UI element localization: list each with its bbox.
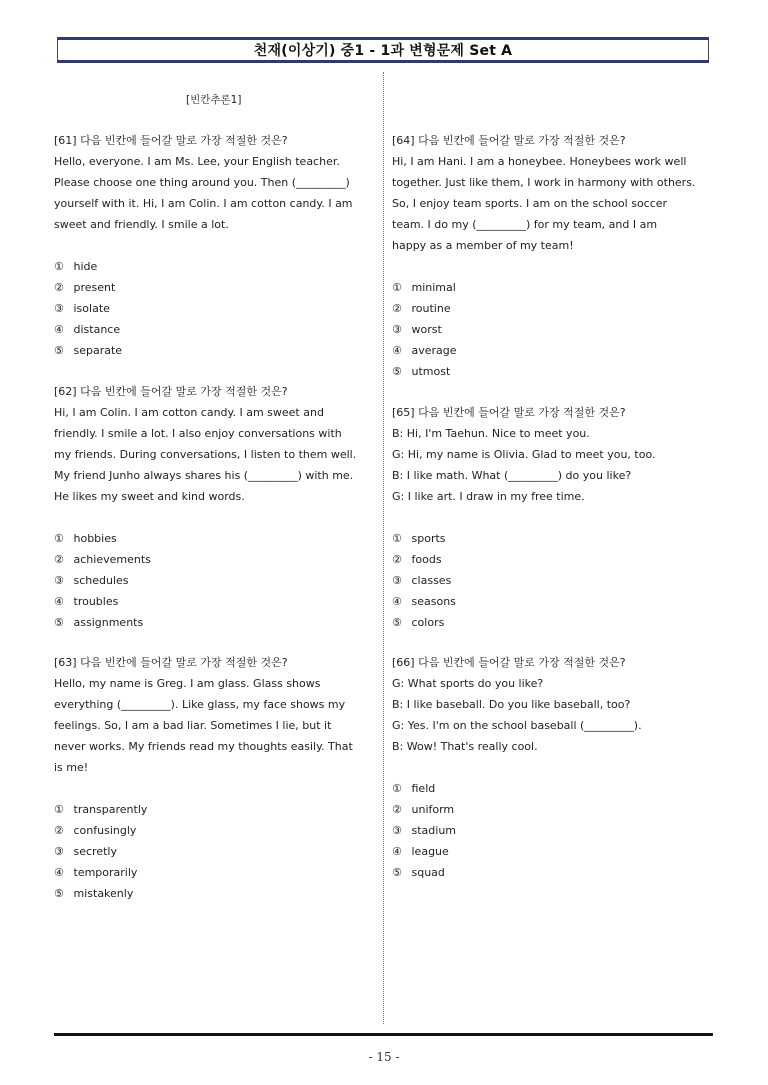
passage-line: B: Wow! That's really cool.: [392, 740, 538, 753]
choice-item: ② confusingly: [54, 824, 137, 837]
passage-line: B: I like baseball. Do you like baseball, too?: [392, 698, 631, 711]
passage-line: happy as a member of my team!: [392, 239, 574, 252]
choice-list: [392, 277, 714, 382]
choice-item: ⑤ separate: [54, 344, 123, 357]
passage-line: team. I do my (_________) for my team, and I am: [392, 218, 658, 231]
choice-item: ② routine: [392, 302, 451, 315]
passage-line: Hello, everyone. I am Ms. Lee, your English teacher.: [54, 155, 340, 168]
question-passage: [54, 151, 376, 235]
question-prompt: [63] 다음 빈칸에 들어갈 말로 가장 적절한 것은?: [54, 656, 288, 669]
passage-line: He likes my sweet and kind words.: [54, 490, 245, 503]
passage-line: G: Yes. I'm on the school baseball (_________).: [392, 719, 642, 732]
question-62: [54, 381, 376, 633]
passage-line: never works. My friends read my thoughts easily. That: [54, 740, 353, 753]
question-prompt: [62] 다음 빈칸에 들어갈 말로 가장 적절한 것은?: [54, 385, 288, 398]
passage-line: B: I like math. What (_________) do you like?: [392, 469, 632, 482]
question-65: [392, 402, 714, 633]
choice-item: ① hobbies: [54, 532, 117, 545]
passage-line: Please choose one thing around you. Then (_________): [54, 176, 350, 189]
choice-item: ⑤ utmost: [392, 365, 451, 378]
choice-item: ③ stadium: [392, 824, 457, 837]
passage-line: sweet and friendly. I smile a lot.: [54, 218, 229, 231]
passage-line: Hi, I am Hani. I am a honeybee. Honeybees work well: [392, 155, 687, 168]
choice-list: [54, 256, 376, 361]
choice-item: ③ isolate: [54, 302, 110, 315]
choice-item: ② achievements: [54, 553, 151, 566]
choice-item: ③ schedules: [54, 574, 129, 587]
passage-line: my friends. During conversations, I listen to them well.: [54, 448, 357, 461]
passage-line: G: What sports do you like?: [392, 677, 544, 690]
choice-item: ① transparently: [54, 803, 148, 816]
question-prompt: [61] 다음 빈칸에 들어갈 말로 가장 적절한 것은?: [54, 134, 288, 147]
question-passage: [392, 151, 714, 256]
choice-item: ⑤ assignments: [54, 616, 144, 629]
choice-item: ⑤ colors: [392, 616, 445, 629]
page-number: - 15 -: [368, 1050, 400, 1064]
question-prompt: [66] 다음 빈칸에 들어갈 말로 가장 적절한 것은?: [392, 656, 626, 669]
question-passage: [392, 423, 714, 507]
question-passage: [392, 673, 714, 757]
choice-item: ④ seasons: [392, 595, 456, 608]
page-title: 천재(이상기) 중1 - 1과 변형문제 Set A: [253, 43, 513, 59]
question-63: [54, 652, 376, 904]
choice-item: ④ temporarily: [54, 866, 138, 879]
choice-item: ① sports: [392, 532, 446, 545]
choice-list: [392, 778, 714, 883]
passage-line: G: Hi, my name is Olivia. Glad to meet you, too.: [392, 448, 656, 461]
choice-item: ④ distance: [54, 323, 121, 336]
choice-item: ④ troubles: [54, 595, 119, 608]
passage-line: So, I enjoy team sports. I am on the school soccer: [392, 197, 668, 210]
question-prompt: [65] 다음 빈칸에 들어갈 말로 가장 적절한 것은?: [392, 406, 626, 419]
passage-line: together. Just like them, I work in harmony with others.: [392, 176, 696, 189]
passage-line: is me!: [54, 761, 89, 774]
question-61: [54, 130, 376, 361]
question-passage: [54, 673, 376, 778]
passage-line: B: Hi, I'm Taehun. Nice to meet you.: [392, 427, 590, 440]
passage-line: Hi, I am Colin. I am cotton candy. I am sweet and: [54, 406, 324, 419]
choice-item: ① minimal: [392, 281, 456, 294]
question-passage: [54, 402, 376, 507]
choice-item: ⑤ squad: [392, 866, 445, 879]
choice-item: ④ average: [392, 344, 457, 357]
choice-item: ① hide: [54, 260, 98, 273]
passage-line: friendly. I smile a lot. I also enjoy conversations with: [54, 427, 342, 440]
passage-line: everything (_________). Like glass, my face shows my: [54, 698, 346, 711]
choice-list: [54, 528, 376, 633]
question-66: [392, 652, 714, 883]
passage-line: yourself with it. Hi, I am Colin. I am cotton candy. I am: [54, 197, 353, 210]
choice-item: ③ worst: [392, 323, 442, 336]
footer-rule: [54, 1033, 713, 1036]
choice-item: ① field: [392, 782, 436, 795]
choice-list: [392, 528, 714, 633]
passage-line: Hello, my name is Greg. I am glass. Glass shows: [54, 677, 321, 690]
column-divider: [383, 72, 384, 1024]
choice-item: ⑤ mistakenly: [54, 887, 134, 900]
choice-item: ④ league: [392, 845, 449, 858]
choice-item: ② uniform: [392, 803, 455, 816]
choice-item: ③ classes: [392, 574, 452, 587]
choice-item: ② foods: [392, 553, 442, 566]
question-64: [392, 130, 714, 382]
choice-list: [54, 799, 376, 904]
passage-line: My friend Junho always shares his (_________) with me.: [54, 469, 354, 482]
choice-item: ② present: [54, 281, 116, 294]
passage-line: G: I like art. I draw in my free time.: [392, 490, 585, 503]
choice-item: ③ secretly: [54, 845, 117, 858]
page-title-box: [57, 37, 709, 63]
passage-line: feelings. So, I am a bad liar. Sometimes I lie, but it: [54, 719, 332, 732]
question-prompt: [64] 다음 빈칸에 들어갈 말로 가장 적절한 것은?: [392, 134, 626, 147]
section-label: [빈칸추론1]: [186, 94, 242, 106]
